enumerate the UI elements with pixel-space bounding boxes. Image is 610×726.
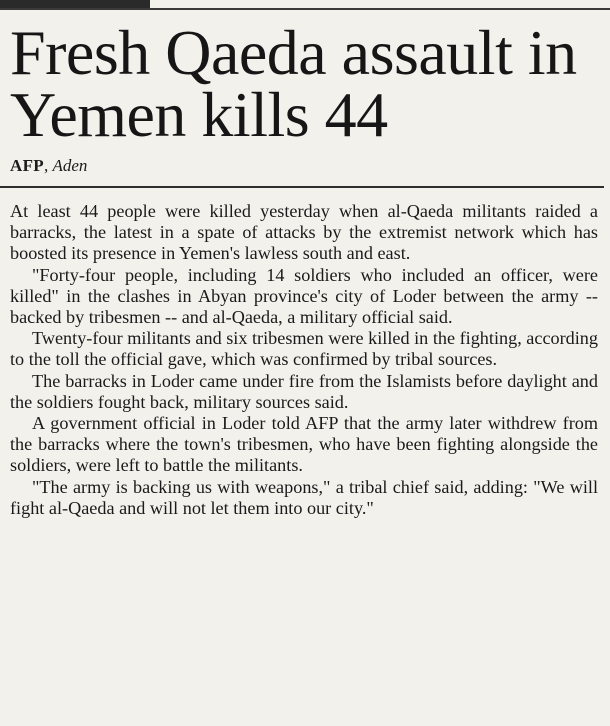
section-tab-bar <box>0 0 150 8</box>
paragraph: "Forty-four people, including 14 soldiers who included an officer, were killed" in the clashes in Abyan province's city of Loder between the army -- backed by tribesmen -- and al-Qaeda, a military official said. <box>10 264 598 328</box>
byline-agency: AFP <box>10 156 44 175</box>
byline <box>10 156 87 176</box>
article-body <box>10 201 598 519</box>
paragraph: At least 44 people were killed yesterday when al-Qaeda militants raided a barracks, the latest in a spate of attacks by the extremist network which has boosted its presence in Yemen's lawless south and east. <box>10 201 598 264</box>
paragraph: "The army is backing us with weapons," a tribal chief said, adding: "We will fight al-Qaeda and will not let them into our city." <box>10 476 598 518</box>
byline-location: Aden <box>52 156 88 175</box>
paragraph: A government official in Loder told AFP that the army later withdrew from the barracks where the town's tribesmen, who have been fighting alongside the soldiers, were left to battle the militants. <box>10 413 598 476</box>
paragraph: Twenty-four militants and six tribesmen were killed in the fighting, according to the toll the official gave, which was confirmed by tribal sources. <box>10 328 598 370</box>
byline-divider <box>0 186 604 188</box>
top-divider <box>0 8 610 10</box>
byline-separator: , <box>43 156 53 175</box>
headline: Fresh Qaeda assault in Yemen kills 44 <box>10 17 577 150</box>
paragraph: The barracks in Loder came under fire from the Islamists before daylight and the soldiers fought back, military sources said. <box>10 370 598 412</box>
